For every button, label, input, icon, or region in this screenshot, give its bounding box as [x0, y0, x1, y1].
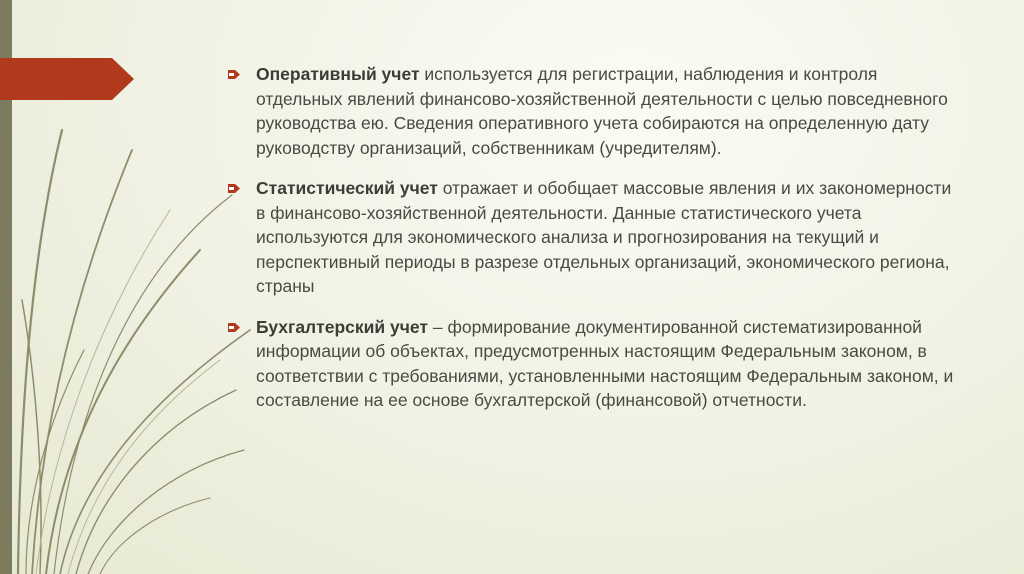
bullet-item-operational: [224, 62, 964, 160]
bullet-text: используется для регистрации, наблюдения и контроля отдельных явлений финансово-хозяйственной деятельности с целью повседневного руководства ею. Сведения оперативного учета собираются на определенную дату руководству организаций, собственникам (учредителям).: [256, 64, 948, 158]
arrow-right-bullet-icon: [228, 323, 240, 332]
accent-tab-shape: [0, 58, 134, 100]
bullet-term: Бухгалтерский учет: [256, 316, 428, 337]
bullet-term: Оперативный учет: [256, 64, 420, 84]
content-area: [224, 62, 964, 429]
arrow-right-bullet-icon: [228, 184, 240, 193]
bullet-text: отражает и обобщает массовые явления и их закономерности в финансово-хозяйственной деятельности. Данные статистического учета используются для экономического анализа и прогнозирования на текущий и перспективный периоды в разрезе отдельных организаций, экономического региона, страны: [256, 178, 952, 296]
bullet-text: – формирование документированной систематизированной информации об объектах, предусмотренных настоящим Федеральным законом, в соответствии с требованиями, установленными настоящим Федеральным законом, и составление на ее основе бухгалтерской (финансовой) отчетности.: [256, 316, 954, 410]
bullet-item-accounting: [224, 315, 964, 413]
arrow-right-bullet-icon: [228, 70, 240, 79]
bullet-item-statistical: [224, 176, 964, 299]
bullet-term: Статистический учет: [256, 178, 438, 198]
